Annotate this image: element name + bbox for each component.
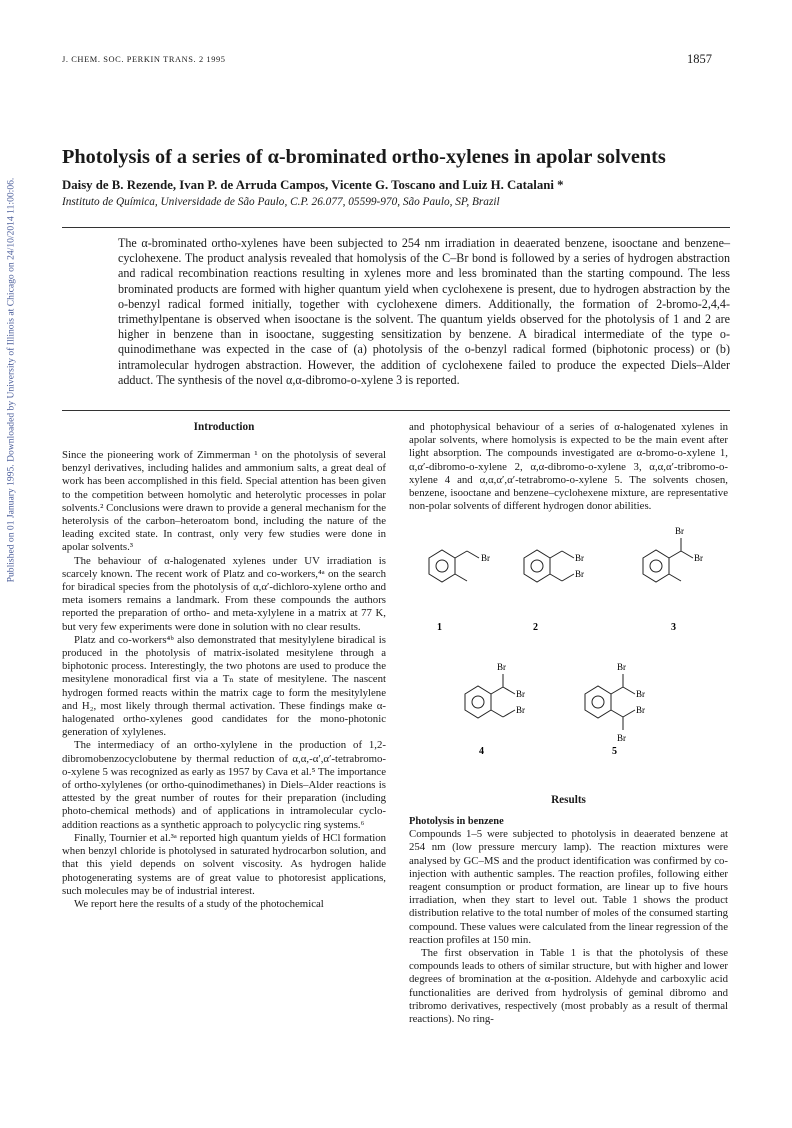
structure-5-label: 5: [612, 746, 617, 757]
structure-1-label: 1: [437, 622, 442, 633]
structure-5-br-d: Br: [617, 733, 626, 743]
intro-paragraph: The behaviour of α-halogenated xylenes under UV irradiation is scarcely known. The recent work of Platz and co-workers,⁴ᵃ on the search for biradical species from the photolysis of α,α′-dichloro-xylene ortho and meta isomers remains a landmark. From these compounds the authors reported the preparation of ortho- and meta-xylylene in a matrix at 77 K, but very few experiments were done in solution with no clear results.: [62, 554, 386, 633]
journal-citation: J. CHEM. SOC. PERKIN TRANS. 2 1995: [62, 55, 226, 64]
structure-4-br-c: Br: [516, 705, 525, 715]
structures-figure: [409, 462, 728, 762]
author-list: Daisy de B. Rezende, Ivan P. de Arruda Campos, Vicente G. Toscano and Luiz H. Catalani *: [62, 178, 564, 192]
structure-2-br-b: Br: [575, 569, 584, 579]
structure-4-br-b: Br: [516, 689, 525, 699]
structure-5-br-a: Br: [617, 662, 626, 672]
affiliation: Instituto de Química, Universidade de São Paulo, C.P. 26.077, 05599-970, São Paulo, SP, Brazil: [62, 196, 500, 208]
download-watermark: [0, 0, 22, 1128]
structure-1-br: Br: [481, 553, 490, 563]
results-paragraph: The first observation in Table 1 is that the photolysis of these compounds leads to others of similar structure, but with higher and lower degrees of bromination at the α-position. Aldehyde and carboxylic acid functionalities are derived from hydrolysis of geminal dibromo and tribromo derivatives, respectively (most probably as a result of thermal reactions). No ring-: [409, 947, 728, 1026]
structure-3: [643, 538, 693, 582]
intro-continued-paragraph: and photophysical behaviour of a series of α-halogenated xylenes in apolar solvents, where homolysis is expected to be the main event after light absorption. The compounds investigated are α-bromo-o-xylene 1, α,α′-dibromo-o-xylene 2, α,α-dibromo-o-xylene 3, α,α,α′-tribromo-o-xylene 4 and α,α,α′,α′-tetrabromo-o-xylene 5. The solvents chosen, benzene, isooctane and benzene–cyclohexene mixture, are representative non-polar solvents of different hydrogen donor abilities.: [409, 421, 728, 513]
right-column-bottom: [409, 815, 728, 1026]
structure-3-label: 3: [671, 622, 676, 633]
results-paragraph: Compounds 1–5 were subjected to photolysis in deaerated benzene at 254 nm (low pressure mercury lamp). The reaction mixtures were analysed by GC–MS and the product identification was confirmed by co-injection with authentic samples. The reaction profiles, following either reagent consumption or product formation, are linear up to five hours irradiation, when they start to level out. Table 1 shows the product distribution relative to the total number of moles of the consumed starting compound. These values were calculated from the linear regression of the reaction profiles at 150 min.: [409, 828, 728, 946]
article-title: Photolysis of a series of α-brominated ortho-xylenes in apolar solvents: [62, 146, 666, 168]
structure-3-br-a: Br: [675, 526, 684, 536]
running-head: [62, 52, 712, 68]
structure-4: [465, 674, 515, 718]
intro-paragraph: Since the pioneering work of Zimmerman ¹ on the photolysis of several benzyl derivatives, including halides and ammonium salts, a great deal of work has been accomplished in this field. Special attention has been given to the competition between homolytic and heterolytic processes in polar solvents.² Conclusions were drawn to provide a general mechanism for the heterolysis of the carbon–heteroatom bond, including the nature of the leading excited state. In contrast, only very few studies were done in apolar solvents.³: [62, 449, 386, 554]
structure-5-br-b: Br: [636, 689, 645, 699]
abstract-bottom-rule: [62, 410, 730, 411]
page-number: 1857: [687, 52, 712, 66]
intro-paragraph: Finally, Tournier et al.³ᵃ reported high quantum yields of HCl formation when benzyl chloride is photolysed in saturated hydrocarbon solution, and that this yield depends on solvent viscosity. As hydrogen halide photogenerating systems are of great value to photoresist applications, such molecules may be of industrial interest.: [62, 831, 386, 897]
download-watermark-text: Published on 01 January 1995. Downloaded by University of Illinois at Chicago on 24/10/2014 11:00:06.: [5, 177, 17, 583]
structure-1: [429, 550, 479, 582]
abstract: The α-brominated ortho-xylenes have been subjected to 254 nm irradiation in deaerated benzene, isooctane and benzene–cyclohexene. The product analysis revealed that homolysis of the C–Br bond is followed by a series of hydrogen abstraction and radical recombination reactions resulting in xylenes more and less brominated than the starting compound. The less brominated products are formed with higher quantum yield when cyclohexene is present, due to hydrogen abstraction by the o-benzyl radical formed initially, together with cyclohexene dimers. Additionally, the formation of 2-bromo-2,4,4-trimethylpentane is observed when isooctane is the solvent. The quantum yields observed for the photolysis of 1 and 2 are higher in benzene than in isooctane, suggesting sensitization by benzene. A biradical intermediate of the type o-quinodimethane was expected in the case of (a) photolysis of the o-benzyl radical formed (biphotonic process) or (b) intramolecular hydrogen abstraction. However, the addition of cyclohexene failed to produce the expected Diels–Alder adduct. The synthesis of the novel α,α-dibromo-o-xylene 3 is reported.: [118, 236, 730, 387]
results-heading: Results: [551, 794, 586, 806]
intro-paragraph: Platz and co-workers⁴ᵇ also demonstrated that mesitylylene biradical is produced in the photolysis of matrix-isolated mesitylene through a biphotonic process. Interestingly, the two photons are used to produce the mesitylene monoradical first via a Tₙ state of mesitylene. The nascent hydrogen formed reacts within the matrix cage to form the mesitylylene and H₂, most likely through thermal activation. These findings make α-halogenated ortho-xylenes good candidates for the mono-photonic generation of xylylenes.: [62, 633, 386, 739]
introduction-heading: Introduction: [193, 421, 255, 433]
left-column: [62, 449, 386, 911]
structures-svg: [409, 462, 728, 762]
abstract-top-rule: [62, 227, 730, 228]
structure-2-label: 2: [533, 622, 538, 633]
structure-2-br-a: Br: [575, 553, 584, 563]
structure-4-label: 4: [479, 746, 484, 757]
intro-paragraph: We report here the results of a study of the photochemical: [74, 897, 324, 910]
structure-5-br-c: Br: [636, 705, 645, 715]
intro-paragraph: The intermediacy of an ortho-xylylene in the production of 1,2-dibromobenzocyclobutene by thermal reduction of α,α,-α′,α′-tetrabromo-o-xylene 5 was recognized as early as 1957 by Cava et al.⁵ The importance of ortho-xylylenes (or ortho-quinodimethanes) in Diels–Alder reactions is attested by the great number of routes for their preparation (including photo-chemical methods) and of applications in intramolecular cyclo-addition reactions as a synthetic approach to polycyclic ring systems.⁶: [62, 739, 386, 831]
structure-3-br-b: Br: [694, 553, 703, 563]
structure-5: [585, 674, 635, 730]
structure-4-br-a: Br: [497, 662, 506, 672]
structure-2: [524, 550, 574, 582]
photolysis-subheading: Photolysis in benzene: [409, 816, 504, 827]
